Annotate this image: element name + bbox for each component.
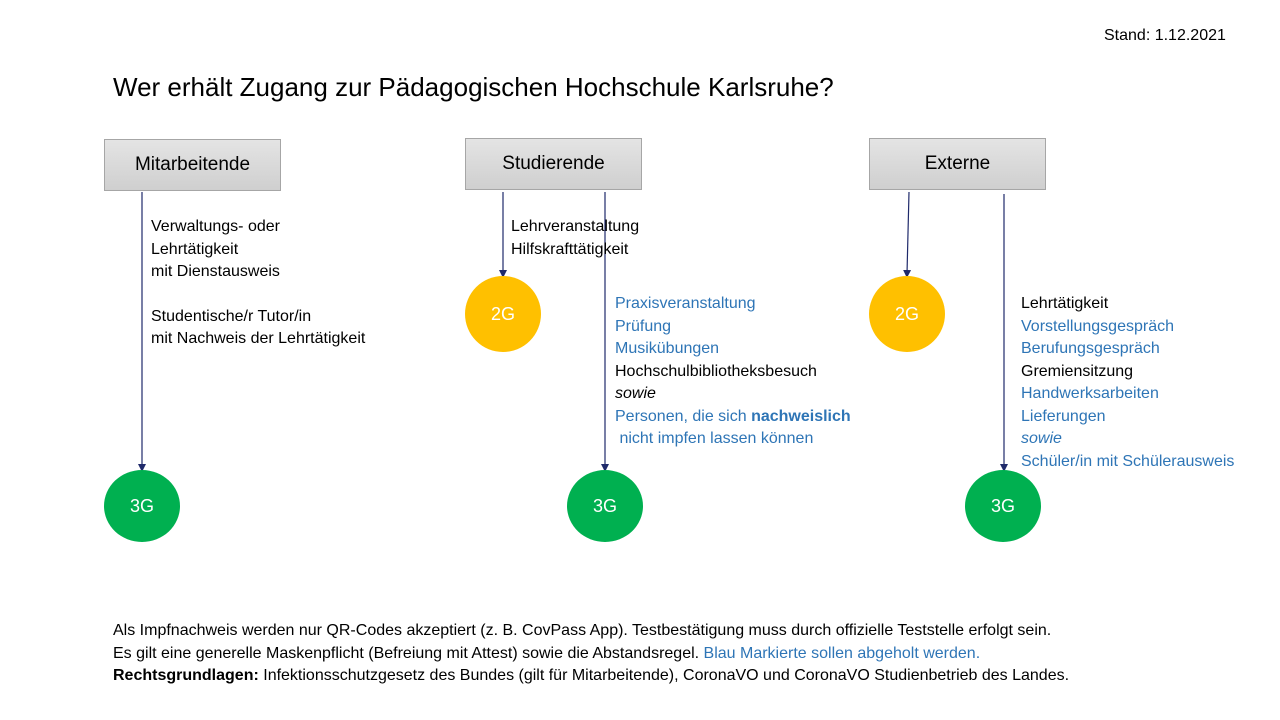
- condition-line: Schüler/in mit Schülerausweis: [1021, 452, 1235, 470]
- condition-line: sowie: [1021, 430, 1062, 447]
- condition-text: Personen, die sich: [615, 407, 752, 425]
- condition-line: [615, 406, 851, 429]
- badge-3g-mitarbeitende: 3G: [104, 470, 180, 542]
- condition-line: Gremiensitzung: [1021, 362, 1134, 380]
- condition-line: sowie: [615, 385, 656, 402]
- studierende-2g-conditions: [511, 216, 639, 261]
- category-externe: Externe: [869, 138, 1046, 190]
- condition-line: Handwerksarbeiten: [1021, 385, 1159, 402]
- footer-legal-text: Infektionsschutzgesetz des Bundes (gilt für Mitarbeitende), CoronaVO und CoronaVO Studienbetrieb des Landes.: [258, 667, 1070, 684]
- category-mitarbeitende: Mitarbeitende: [104, 139, 281, 191]
- footer-line-3: [113, 665, 1069, 688]
- condition-line: Hochschulbibliotheksbesuch: [615, 362, 817, 380]
- emphasis-text: nachweislich: [751, 407, 851, 425]
- condition-line: Lehrveranstaltung: [511, 218, 640, 235]
- condition-line: Vorstellungsgespräch: [1021, 317, 1174, 335]
- condition-line: Prüfung: [615, 317, 672, 335]
- badge-2g-studierende: 2G: [465, 276, 541, 352]
- condition-line: Verwaltungs- oder: [151, 218, 280, 235]
- condition-line: Lehrtätigkeit: [151, 240, 239, 258]
- footer-line-1: Als Impfnachweis werden nur QR-Codes akzeptiert (z. B. CovPass App). Testbestätigung muss durch offizielle Teststelle erfolgt sein.: [113, 622, 1052, 639]
- badge-2g-externe: 2G: [869, 276, 945, 352]
- condition-line: Lieferungen: [1021, 407, 1106, 425]
- condition-line: mit Dienstausweis: [151, 263, 280, 280]
- badge-3g-studierende: 3G: [567, 470, 643, 542]
- condition-line: Lehrtätigkeit: [1021, 295, 1109, 312]
- badge-3g-externe: 3G: [965, 470, 1041, 542]
- studierende-3g-conditions: [615, 293, 851, 451]
- condition-line: Berufungsgespräch: [1021, 340, 1160, 357]
- arrow-externe-2g: [907, 192, 909, 274]
- mitarbeitende-conditions: [151, 216, 365, 351]
- footer-legal-label: Rechtsgrundlagen:: [113, 667, 259, 684]
- externe-3g-conditions: [1021, 293, 1234, 473]
- condition-line: nicht impfen lassen können: [615, 430, 814, 447]
- footer-mask-rule: Es gilt eine generelle Maskenpflicht (Befreiung mit Attest) sowie die Abstandsregel.: [113, 644, 704, 662]
- footer-blue-note: Blau Markierte sollen abgeholt werden.: [703, 644, 981, 662]
- condition-line: Praxisveranstaltung: [615, 295, 756, 312]
- condition-line: Musikübungen: [615, 340, 720, 357]
- page-title: Wer erhält Zugang zur Pädagogischen Hochschule Karlsruhe?: [113, 72, 834, 102]
- footer-notes: [113, 620, 1069, 688]
- condition-line: Studentische/r Tutor/in: [151, 307, 312, 325]
- condition-line: mit Nachweis der Lehrtätigkeit: [151, 330, 366, 347]
- category-studierende: Studierende: [465, 138, 642, 190]
- condition-line: Hilfskrafttätigkeit: [511, 240, 629, 258]
- footer-line-2: [113, 643, 1069, 666]
- date-stamp: Stand: 1.12.2021: [1104, 27, 1226, 44]
